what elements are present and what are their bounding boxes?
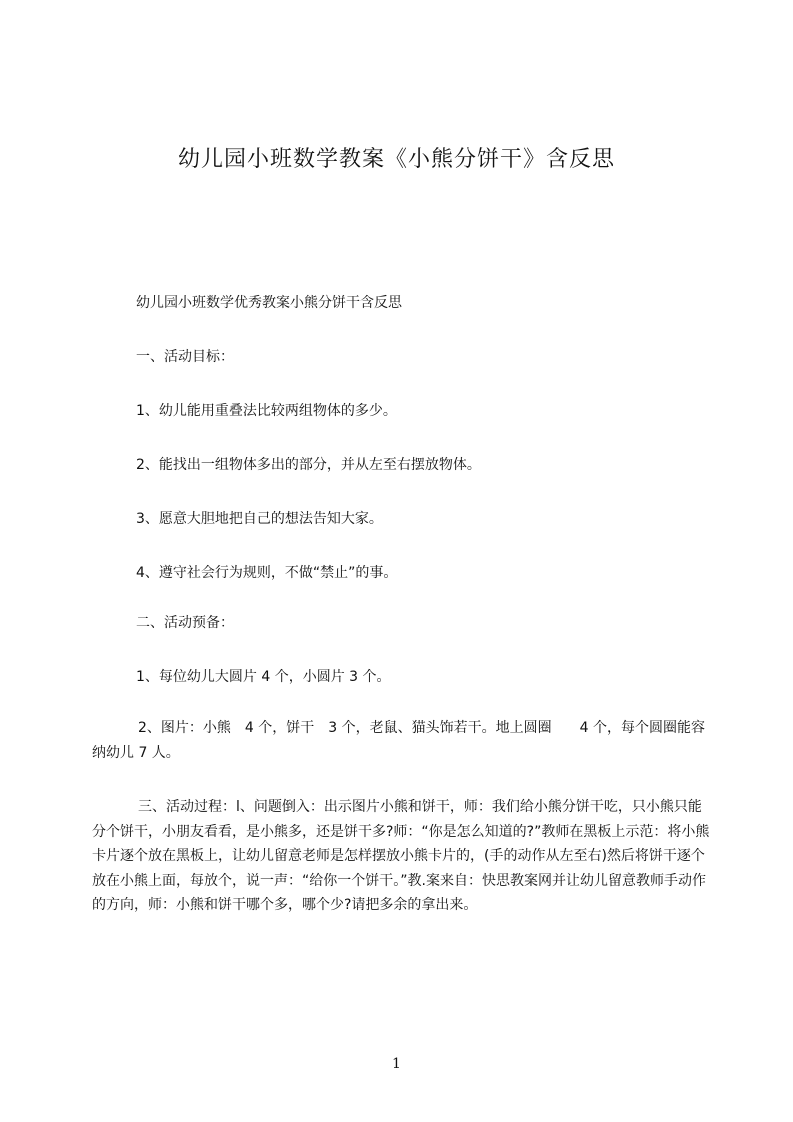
goal-item: 2、能找出一组物体多出的部分，并从左至右摆放物体。 <box>136 457 481 473</box>
prep-item-paragraph <box>92 716 710 765</box>
goal-item: 4、遵守社会行为规则，不做“禁止”的事。 <box>136 565 398 581</box>
prep-item: 1、每位幼儿大圆片 4 个，小圆片 3 个。 <box>136 669 391 685</box>
prep-item-text: 2、图片：小熊 4 个，饼干 3 个，老鼠、猫头饰若干。地上圆圈 4 个，每个圆圈能容纳幼儿 7 人。 <box>92 720 705 761</box>
goal-item: 3、愿意大胆地把自己的想法告知大家。 <box>136 511 383 527</box>
process-text: 三、活动过程：l、问题倒入：出示图片小熊和饼干，师：我们给小熊分饼干吃，只小熊只能分个饼干，小朋友看看，是小熊多，还是饼干多?师：“你是怎么知道的?”教师在黑板上示范：将小熊卡片逐个放在黑板上，让幼儿留意老师是怎样摆放小熊卡片的，(手的动作从左至右)然后将饼干逐个放在小熊上面，每放个，说一声：“给你一个饼干。”教.案来自：快思教案网并让幼儿留意教师手动作的方向，师：小熊和饼干哪个多，哪个少?请把多余的拿出来。 <box>92 799 710 913</box>
document-subtitle: 幼儿园小班数学优秀教案小熊分饼干含反思 <box>136 295 402 311</box>
section-heading-preparation: 二、活动预备： <box>136 615 234 631</box>
section-heading-goals: 一、活动目标： <box>136 349 234 365</box>
process-paragraph <box>92 795 714 918</box>
goal-item: 1、幼儿能用重叠法比较两组物体的多少。 <box>136 403 397 419</box>
page-number: 1 <box>392 1056 401 1072</box>
document-title: 幼儿园小班数学教案《小熊分饼干》含反思 <box>177 147 615 172</box>
